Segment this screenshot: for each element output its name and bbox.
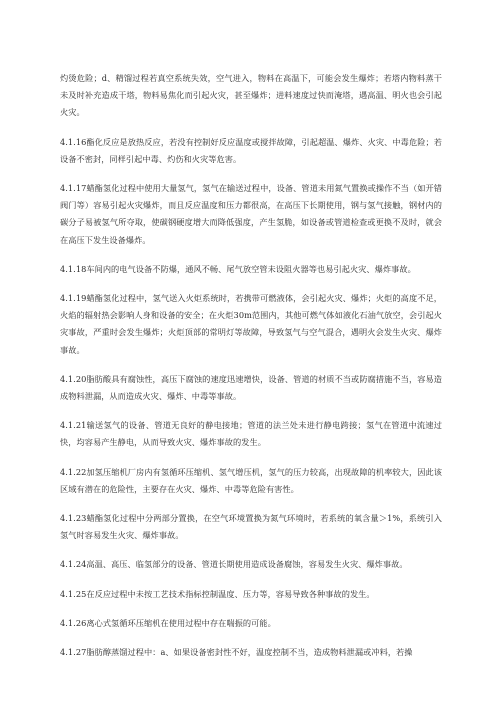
paragraph-4-1-27: 4.1.27脂肪醇蒸馏过程中：a、如果设备密封性不好，温度控制不当，造成物料泄漏或冲料，若操 (60, 647, 413, 658)
paragraph-4-1-18: 4.1.18车间内的电气设备不防爆，通风不畅、尾气放空管未设阻火器等也易引起火灾、爆炸事故。 (60, 263, 416, 274)
paragraph-4-1-22: 4.1.22加氢压缩机厂房内有氢循环压缩机、氢气增压机，氢气的压力较高，出现故障的机率较大，因此该区域有潜在的危险性，主要存在火灾、爆炸、中毒等危险有害性。 (60, 466, 442, 494)
paragraph-4-1-24: 4.1.24高温、高压、临氢部分的设备、管道长期使用造成设备腐蚀，容易发生火灾、爆炸事故。 (60, 559, 408, 570)
paragraph-4-1-25: 4.1.25在反应过程中未按工艺技术指标控制温度、压力等，容易导致各种事故的发生。 (60, 588, 375, 599)
paragraph-4-1-23: 4.1.23蜡酯氢化过程中分两部分置换，在空气环境置换为氮气环境时，若系统的氧含量＞1%，系统引入氢气时容易发生火灾、爆炸事故。 (60, 513, 442, 541)
paragraph-4-1-20: 4.1.20脂肪酸具有腐蚀性，高压下腐蚀的速度迅速增快，设备、管道的材质不当或防腐措施不当，容易造成物料泄漏，从而造成火灾、爆炸、中毒等事故。 (60, 373, 442, 402)
paragraph-continuation: 灼烫危险；d、精馏过程若真空系统失效，空气进入，物料在高温下，可能会发生爆炸；若塔内物料蒸干未及时补充造成干塔，物料易焦化而引起火灾，甚至爆炸；进料速度过快而淹塔，遇高温、明火也会引起火灾。 (60, 73, 442, 118)
paragraph-4-1-17: 4.1.17蜡酯氢化过程中使用大量氢气，氢气在输送过程中，设备、管道未用氮气置换或操作不当（如开错阀门等）容易引起火灾爆炸，而且反应温度和压力都很高，在高压下长期使用，钢与氢气接触，钢材内的碳分子易被氢气所夺取，使碳钢硬度增大而降低强度，产生氢脆，如设备或管道检查或更换不及时，就会在高压下发生设备爆炸。 (60, 183, 442, 245)
document-body (60, 70, 442, 673)
paragraph-4-1-26: 4.1.26离心式氢循环压缩机在使用过程中存在喘振的可能。 (60, 617, 276, 628)
paragraph-4-1-19: 4.1.19蜡酯氢化过程中，氢气送入火炬系统时，若携带可燃液体，会引起火灾、爆炸；火炬的高度不足，火焰的辐射热会影响人身和设备的安全；在火炬30m范围内，其他可燃气体如液化石油气放空，会引起火灾事故，严重时会发生爆炸；火炬顶部的常明灯等故障，导致氢气与空气混合，遇明火会发生火灾、爆炸事故。 (60, 293, 442, 355)
paragraph-4-1-21: 4.1.21输送氢气的设备、管道无良好的静电接地；管道的法兰处未进行静电跨接；氢气在管道中流速过快，均容易产生静电，从而导致火灾、爆炸事故的发生。 (60, 420, 442, 448)
paragraph-4-1-16: 4.1.16酯化反应是放热反应，若没有控制好反应温度或搅拌故障，引起超温、爆炸、火灾、中毒危险；若设备不密封，同样引起中毒、灼伤和火灾等危害。 (60, 136, 442, 164)
